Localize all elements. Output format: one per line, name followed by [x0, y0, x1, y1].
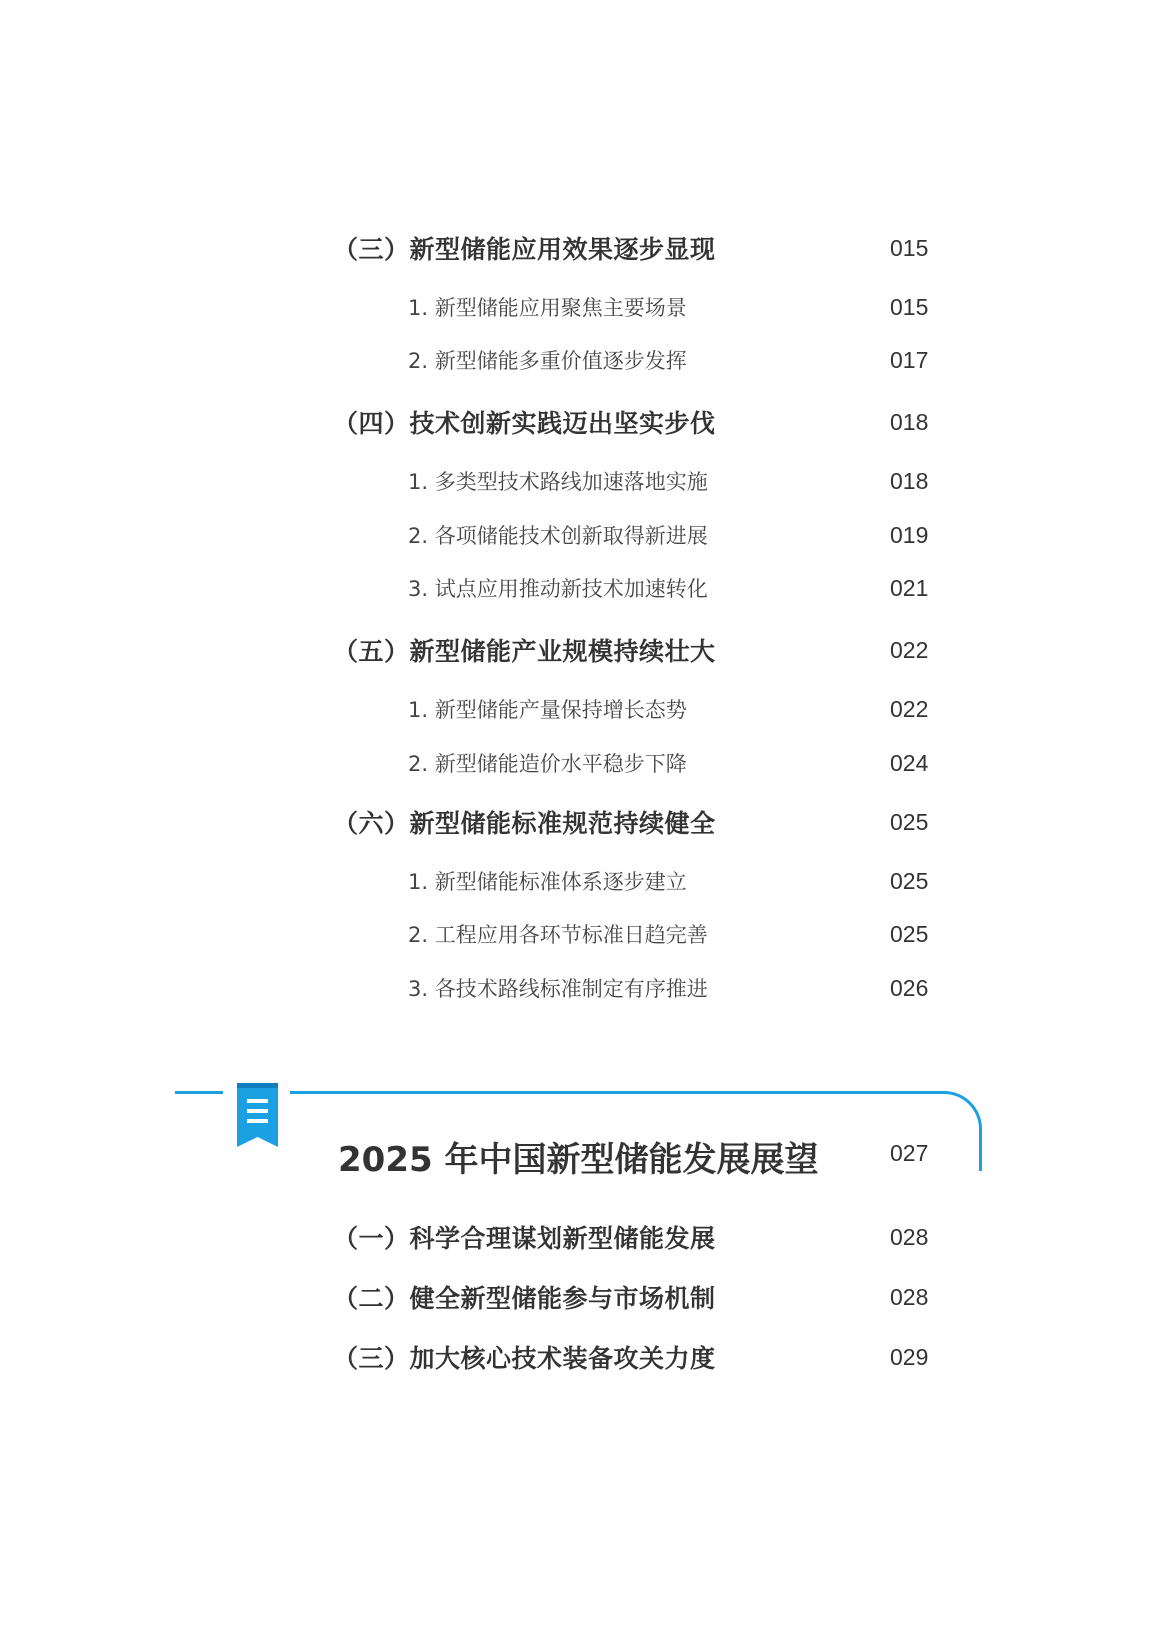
toc-entry-page: 022	[890, 695, 929, 722]
toc-entry-page: 017	[890, 346, 929, 373]
toc-entry-page: 026	[890, 974, 929, 1001]
toc-entry-title: 1. 新型储能应用聚焦主要场景	[408, 296, 687, 320]
toc-entry-page: 028	[890, 1223, 929, 1250]
toc-entry-title: （三）加大核心技术装备攻关力度	[333, 1344, 716, 1373]
toc-entry-page: 025	[890, 867, 929, 894]
chapter-page-number: 027	[890, 1140, 929, 1166]
chapter-divider-left	[175, 1091, 223, 1094]
toc-entry-page: 025	[890, 808, 929, 835]
toc-entry-page: 015	[890, 234, 929, 261]
list-bookmark-icon	[235, 1083, 280, 1147]
toc-entry-title: 2. 工程应用各环节标准日趋完善	[408, 923, 708, 947]
chapter-divider-right	[290, 1091, 875, 1094]
toc-entry-title: 2. 新型储能造价水平稳步下降	[408, 752, 687, 776]
toc-entry-page: 018	[890, 467, 929, 494]
chapter-title[interactable]: 2025 年中国新型储能发展展望	[338, 1140, 819, 1180]
toc-entry-title: 2. 各项储能技术创新取得新进展	[408, 524, 708, 548]
toc-entry-page: 019	[890, 521, 929, 548]
toc-entry-title: （一）科学合理谋划新型储能发展	[333, 1224, 716, 1253]
toc-entry-page: 021	[890, 574, 929, 601]
toc-entry-page: 029	[890, 1343, 929, 1370]
toc-entry-title: （五）新型储能产业规模持续壮大	[333, 637, 716, 666]
toc-entry-title: 1. 新型储能标准体系逐步建立	[408, 870, 687, 894]
toc-entry-page: 022	[890, 636, 929, 663]
toc-entry-title: （二）健全新型储能参与市场机制	[333, 1284, 716, 1313]
toc-entry-title: （四）技术创新实践迈出坚实步伐	[333, 409, 716, 438]
toc-entry-title: 1. 多类型技术路线加速落地实施	[408, 470, 708, 494]
toc-entry-page: 015	[890, 293, 929, 320]
toc-entry-title: 3. 试点应用推动新技术加速转化	[408, 577, 708, 601]
toc-entry-page: 024	[890, 749, 929, 776]
toc-entry-title: （六）新型储能标准规范持续健全	[333, 809, 716, 838]
toc-entry-page: 028	[890, 1283, 929, 1310]
toc-entry-page: 018	[890, 408, 929, 435]
toc-entry-title: 1. 新型储能产量保持增长态势	[408, 698, 687, 722]
toc-entry-title: （三）新型储能应用效果逐步显现	[333, 235, 716, 264]
toc-entry-title: 3. 各技术路线标准制定有序推进	[408, 977, 708, 1001]
toc-entry-page: 025	[890, 920, 929, 947]
toc-entry-title: 2. 新型储能多重价值逐步发挥	[408, 349, 687, 373]
